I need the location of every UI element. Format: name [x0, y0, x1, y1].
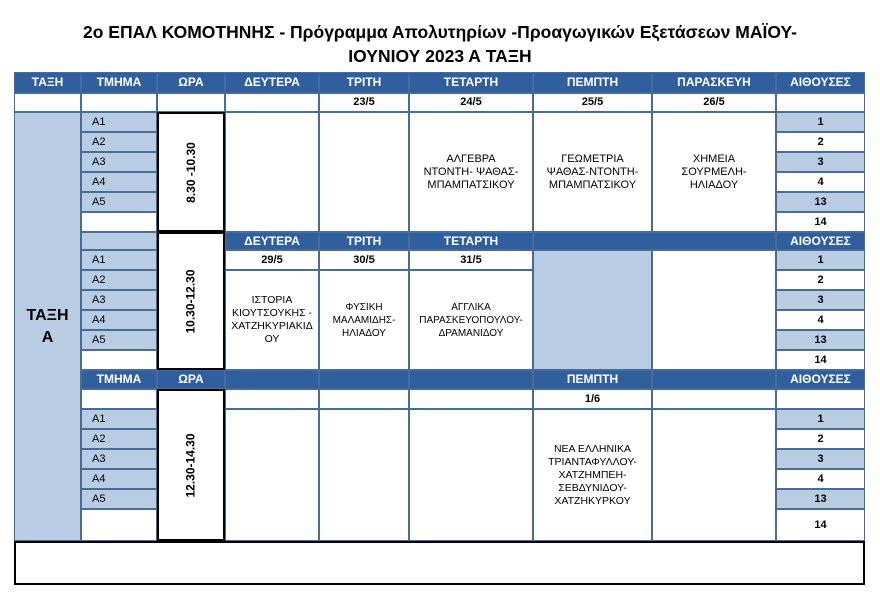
blank-cell — [776, 93, 865, 112]
header-paraskevi: ΠΑΡΑΣΚΕΥΗ — [652, 72, 776, 93]
exam-algebra — [409, 112, 533, 232]
header-aithouses-2: ΑΙΘΟΥΣΕΣ — [776, 232, 865, 250]
section-a2: A2 — [81, 429, 157, 449]
blank-cell — [319, 112, 409, 232]
date-fri: 26/5 — [652, 93, 776, 112]
date-thu-3: 1/6 — [533, 389, 652, 409]
time-slot-3 — [157, 389, 225, 541]
header-triti: ΤΡΙΤΗ — [319, 72, 409, 93]
class-label-taxi: ΤΑΞΗ — [26, 306, 69, 324]
room: 4 — [776, 310, 865, 330]
section-a1: A1 — [81, 250, 157, 270]
blank-cell — [14, 93, 81, 112]
exam-subject: ΦΥΣΙΚΗ — [345, 301, 383, 313]
date-tue: 30/5 — [319, 250, 409, 270]
room: 13 — [776, 330, 865, 350]
footer-blank-box — [14, 541, 865, 585]
section-a2: A2 — [81, 132, 157, 152]
exam-chemistry — [652, 112, 776, 232]
header-taxi: ΤΑΞΗ — [14, 72, 81, 93]
section-a3: A3 — [81, 290, 157, 310]
header-triti-2: ΤΡΙΤΗ — [319, 232, 409, 250]
date-wed: 31/5 — [409, 250, 533, 270]
time-slot-1 — [157, 112, 225, 232]
room: 14 — [776, 212, 865, 232]
exam-teachers: ΣΕΒΔΥΝΙΔΟΥ- — [558, 481, 627, 494]
exam-teachers: ΠΑΡΑΣΚΕΥΟΠΟΥΛΟΥ- — [419, 314, 523, 326]
header-blank — [652, 370, 776, 389]
room: 3 — [776, 290, 865, 310]
date-thu: 25/5 — [533, 93, 652, 112]
blank-cell — [652, 409, 776, 541]
exam-subject: ΓΕΩΜΕΤΡΙΑ — [561, 152, 624, 165]
room: 1 — [776, 112, 865, 132]
blank-cell — [157, 93, 225, 112]
blank-cell — [81, 509, 157, 541]
blank-cell — [225, 112, 319, 232]
blank-cell — [81, 212, 157, 232]
exam-teachers: ΨΑΘΑΣ-ΝΤΟΝΤΗ- — [546, 165, 639, 178]
blank-cell — [81, 93, 157, 112]
class-label — [14, 112, 81, 541]
exam-teachers: ΧΑΤΖΗΚΥΡΚΟΥ — [554, 494, 631, 507]
blank-cell — [319, 409, 409, 541]
room: 4 — [776, 469, 865, 489]
exam-teachers: ΗΛΙΑΔΟΥ — [342, 327, 386, 339]
exam-geometry — [533, 112, 652, 232]
title-line-1: 2ο ΕΠΑΛ ΚΟΜΟΤΗΝΗΣ - Πρόγραμμα Απολυτηρίων -Προαγωγικών Εξετάσεων ΜΑΪΟΥ- — [82, 22, 798, 42]
date-wed: 24/5 — [409, 93, 533, 112]
exam-teachers: ΜΠΑΜΠΑΤΣΙΚΟΥ — [427, 178, 515, 191]
exam-teachers: ΧΑΤΖΗΜΠΕΗ- — [558, 468, 627, 481]
header-blank — [533, 232, 776, 250]
exam-teachers: ΗΛΙΑΔΟΥ — [689, 178, 739, 191]
header-ora-3: ΩΡΑ — [157, 370, 225, 389]
header-tetarti: ΤΕΤΑΡΤΗ — [409, 72, 533, 93]
section-a4: A4 — [81, 310, 157, 330]
header-aithouses-3: ΑΙΘΟΥΣΕΣ — [776, 370, 865, 389]
time-slot-2 — [157, 232, 225, 370]
exam-subject: ΑΛΓΕΒΡΑ — [446, 152, 496, 165]
header-tmima: ΤΜΗΜΑ — [81, 72, 157, 93]
exam-schedule-table — [14, 72, 865, 541]
blank-cell — [81, 389, 157, 409]
exam-physics — [319, 270, 409, 370]
section-a5: A5 — [81, 330, 157, 350]
section-a3: A3 — [81, 152, 157, 172]
blank-cell — [776, 389, 865, 409]
class-label-a: Α — [41, 328, 54, 346]
time-slot-3-text: 12.30-14.30 — [183, 432, 198, 498]
header-deftera: ΔΕΥΤΕΡΑ — [225, 72, 319, 93]
room: 3 — [776, 449, 865, 469]
room: 2 — [776, 270, 865, 290]
room: 13 — [776, 192, 865, 212]
room: 4 — [776, 172, 865, 192]
exam-english — [409, 270, 533, 370]
blank-cell — [81, 232, 157, 250]
room: 14 — [776, 350, 865, 370]
time-slot-1-text: 8.30 -10.30 — [183, 141, 198, 203]
exam-subject: ΝΕΑ ΕΛΛΗΝΙΚΑ — [553, 442, 632, 455]
exam-history — [225, 270, 319, 370]
date-mon: 29/5 — [225, 250, 319, 270]
page-title — [0, 20, 880, 68]
header-aithouses: ΑΙΘΟΥΣΕΣ — [776, 72, 865, 93]
exam-teachers: ΜΠΑΜΠΑΤΣΙΚΟΥ — [548, 178, 637, 191]
section-a3: A3 — [81, 449, 157, 469]
room: 14 — [776, 509, 865, 541]
header-blank — [409, 370, 533, 389]
exam-teachers: ΚΙΟΥΤΣΟΥΚΗΣ - — [232, 307, 312, 319]
blank-cell — [225, 389, 319, 409]
empty-shaded — [533, 250, 652, 370]
date-tue: 23/5 — [319, 93, 409, 112]
blank-cell — [409, 409, 533, 541]
title-line-2: ΙΟΥΝΙΟΥ 2023 Α ΤΑΞΗ — [348, 46, 532, 66]
blank-cell — [409, 389, 533, 409]
room: 3 — [776, 152, 865, 172]
section-a2: A2 — [81, 270, 157, 290]
section-a1: A1 — [81, 112, 157, 132]
room: 2 — [776, 429, 865, 449]
time-slot-2-text: 10.30-12.30 — [183, 268, 198, 334]
section-a4: A4 — [81, 469, 157, 489]
blank-cell — [225, 409, 319, 541]
blank-cell — [225, 93, 319, 112]
header-pempti-3: ΠΕΜΠΤΗ — [533, 370, 652, 389]
header-blank — [225, 370, 319, 389]
exam-teachers: ΔΡΑΜΑΝΙΔΟΥ — [438, 327, 504, 339]
section-a5: A5 — [81, 192, 157, 212]
blank-cell — [81, 350, 157, 370]
section-a4: A4 — [81, 172, 157, 192]
blank-cell — [319, 389, 409, 409]
header-pempti: ΠΕΜΠΤΗ — [533, 72, 652, 93]
exam-teachers: ΜΑΛΑΜΙΔΗΣ- — [332, 314, 396, 326]
blank-cell — [652, 389, 776, 409]
header-tmima-3: ΤΜΗΜΑ — [81, 370, 157, 389]
exam-modern-greek — [533, 409, 652, 541]
header-tetarti-2: ΤΕΤΑΡΤΗ — [409, 232, 533, 250]
room: 13 — [776, 489, 865, 509]
exam-subject: ΙΣΤΟΡΙΑ — [251, 294, 293, 306]
header-blank — [319, 370, 409, 389]
exam-teachers: ΧΑΤΖΗΚΥΡΙΑΚΙΔ — [231, 320, 313, 332]
room: 2 — [776, 132, 865, 152]
exam-teachers: ΝΤΟΝΤΗ- ΨΑΘΑΣ- — [423, 165, 519, 178]
exam-teachers: ΣΟΥΡΜΕΛΗ- — [681, 165, 747, 178]
exam-teachers: ΤΡΙΑΝΤΑΦΥΛΛΟΥ- — [548, 455, 637, 468]
section-a1: A1 — [81, 409, 157, 429]
header-deftera-2: ΔΕΥΤΕΡΑ — [225, 232, 319, 250]
header-ora: ΩΡΑ — [157, 72, 225, 93]
exam-teachers: ΟΥ — [264, 333, 280, 345]
exam-subject: ΧΗΜΕΙΑ — [692, 152, 736, 165]
blank-cell — [652, 250, 776, 370]
section-a5: A5 — [81, 489, 157, 509]
room: 1 — [776, 250, 865, 270]
exam-subject: ΑΓΓΛΙΚΑ — [451, 301, 491, 313]
room: 1 — [776, 409, 865, 429]
